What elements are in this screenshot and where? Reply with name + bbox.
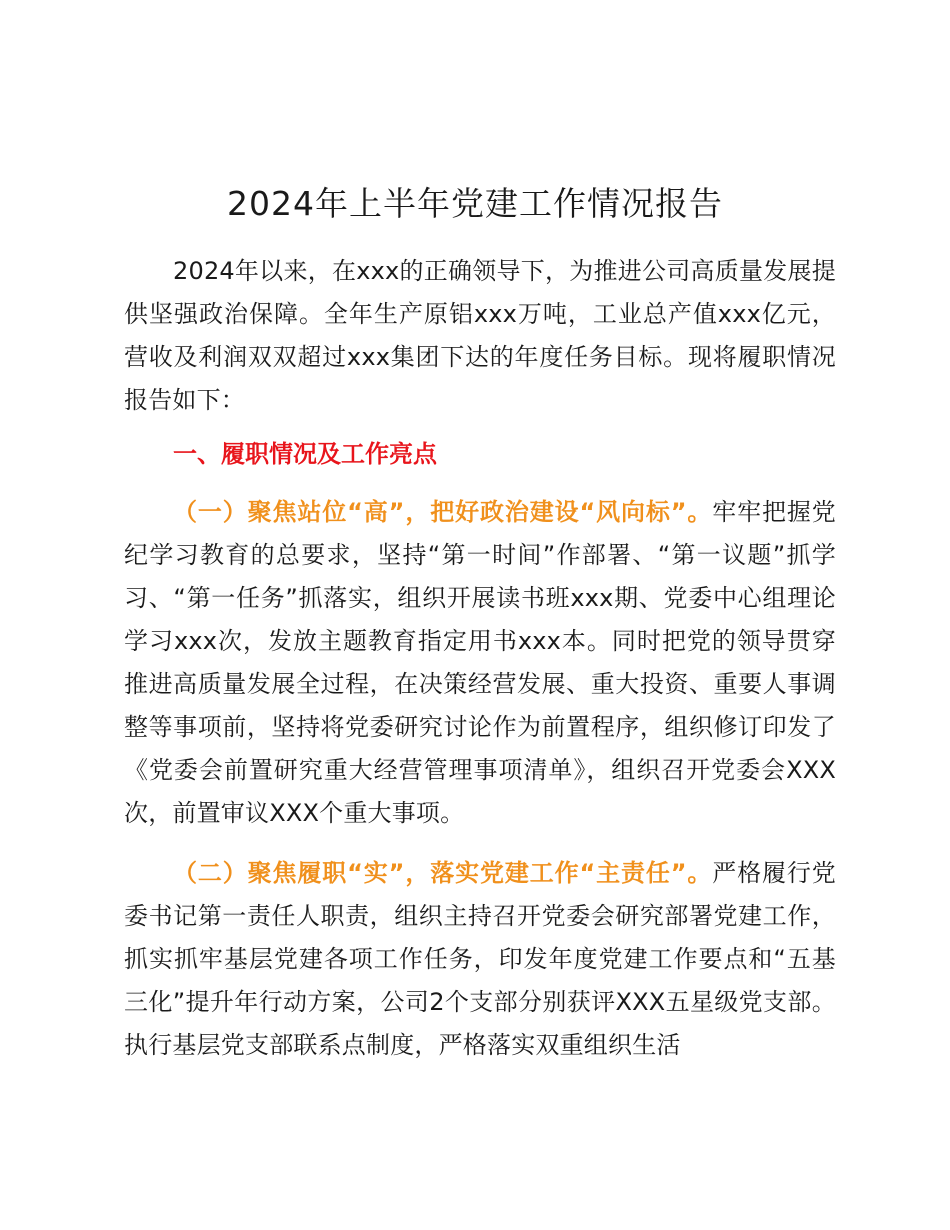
intro-paragraph: 2024年以来，在xxx的正确领导下，为推进公司高质量发展提供坚强政治保障。全年生产原铝xxx万吨，工业总产值xxx亿元，营收及利润双双超过xxx集团下达的年度任务目标。现将履职情况报告如下： <box>124 257 836 414</box>
item-heading-1: （一）聚焦站位“高”，把好政治建设“风向标”。 <box>173 498 713 526</box>
document-title: 2024年上半年党建工作情况报告 <box>227 184 723 223</box>
item-heading-2: （二）聚焦履职“实”，落实党建工作“主责任”。 <box>173 859 713 887</box>
section-heading: 一、履职情况及工作亮点 <box>173 440 437 468</box>
item-paragraph-1 <box>124 491 836 835</box>
item-paragraph-2 <box>124 852 836 1067</box>
item-text-2: 严格履行党委书记第一责任人职责，组织主持召开党委会研究部署党建工作，抓实抓牢基层党建各项工作任务，印发年度党建工作要点和“五基三化”提升年行动方案，公司2个支部分别获评XXX五星级党支部。执行基层党支部联系点制度，严格落实双重组织生活 <box>124 859 836 1059</box>
item-text-1: 牢牢把握党纪学习教育的总要求，坚持“第一时间”作部署、“第一议题”抓学习、“第一任务”抓落实，组织开展读书班xxx期、党委中心组理论学习xxx次，发放主题教育指定用书xxx本。同时把党的领导贯穿推进高质量发展全过程，在决策经营发展、重大投资、重要人事调整等事项前，坚持将党委研究讨论作为前置程序，组织修订印发了《党委会前置研究重大经营管理事项清单》，组织召开党委会XXX次，前置审议XXX个重大事项。 <box>124 498 836 827</box>
